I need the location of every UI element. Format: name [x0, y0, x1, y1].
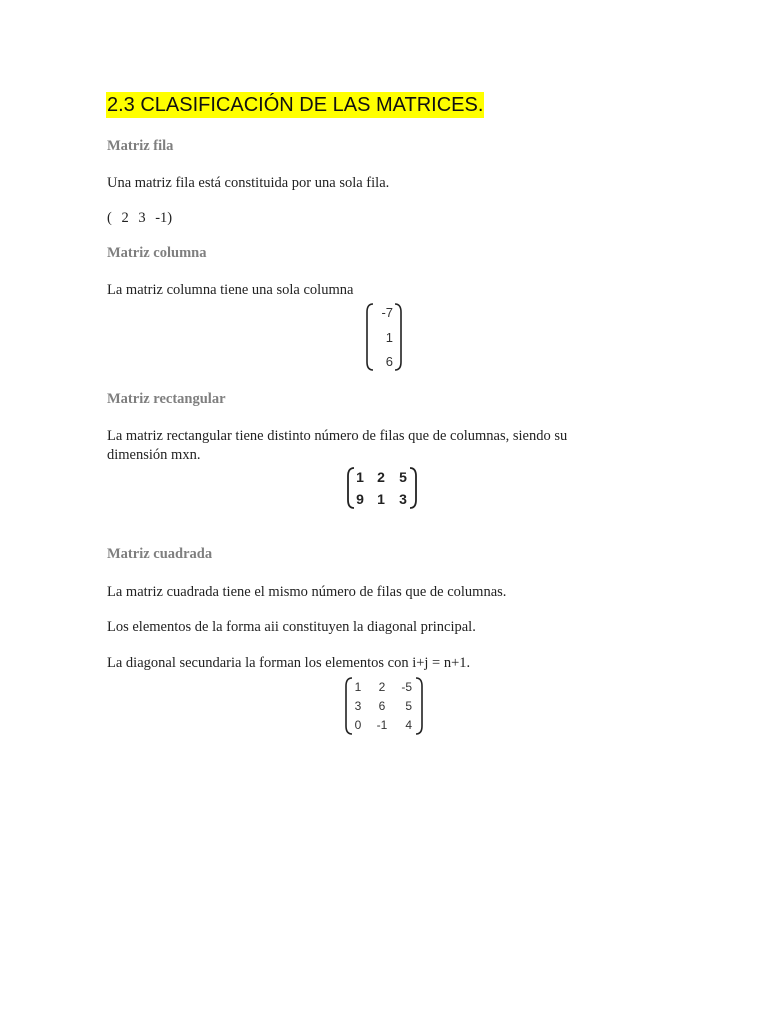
matrix-cell: 9 — [356, 491, 364, 507]
heading-matriz-fila: Matriz fila — [107, 138, 174, 154]
right-bracket — [410, 468, 416, 508]
left-bracket — [367, 304, 373, 370]
matrix-cell: 2 — [377, 469, 385, 485]
matrix-cell: -7 — [381, 305, 393, 320]
matrix-cell: 3 — [399, 491, 407, 507]
matrix-cell: 6 — [378, 699, 386, 713]
text-matriz-rectangular: La matriz rectangular tiene distinto número de filas que de columnas, siendo su dimensión mxn. — [107, 428, 568, 463]
row-vector-example: ( 2 3 -1) — [107, 210, 173, 226]
rectangular-matrix-figure — [346, 466, 418, 510]
left-bracket — [346, 678, 352, 734]
matrix-cell: 1 — [385, 330, 393, 345]
text-matriz-columna: La matriz columna tiene una sola columna — [107, 282, 354, 298]
left-bracket — [348, 468, 354, 508]
matrix-cell: 5 — [405, 699, 412, 713]
page-title: 2.3 CLASIFICACIÓN DE LAS MATRICES. — [107, 94, 484, 116]
matrix-cell: 3 — [354, 699, 362, 713]
right-bracket — [416, 678, 422, 734]
heading-matriz-columna: Matriz columna — [107, 245, 207, 261]
matrix-cell: -1 — [376, 718, 388, 732]
matrix-cell: 1 — [356, 469, 364, 485]
matrix-cell: 1 — [377, 491, 385, 507]
right-bracket — [395, 304, 401, 370]
matrix-cell: 6 — [385, 354, 393, 369]
column-matrix-figure — [364, 300, 404, 374]
text-matriz-fila: Una matriz fila está constituida por una sola fila. — [107, 175, 390, 191]
matrix-cell: 2 — [378, 680, 386, 694]
matrix-cell: 1 — [354, 680, 362, 694]
matrix-cell: 5 — [399, 469, 407, 485]
matrix-cell: 4 — [405, 718, 412, 732]
matrix-cell: -5 — [401, 680, 412, 694]
text-matriz-cuadrada-1: La matriz cuadrada tiene el mismo número de filas que de columnas. — [107, 584, 507, 600]
text-matriz-cuadrada-3: La diagonal secundaria la forman los elementos con i+j = n+1. — [107, 655, 471, 671]
heading-matriz-rectangular: Matriz rectangular — [107, 391, 226, 407]
matrix-cell: 0 — [354, 718, 362, 732]
square-matrix-figure — [344, 676, 424, 736]
heading-matriz-cuadrada: Matriz cuadrada — [107, 546, 213, 562]
text-matriz-cuadrada-2: Los elementos de la forma aii constituyen la diagonal principal. — [107, 619, 476, 635]
